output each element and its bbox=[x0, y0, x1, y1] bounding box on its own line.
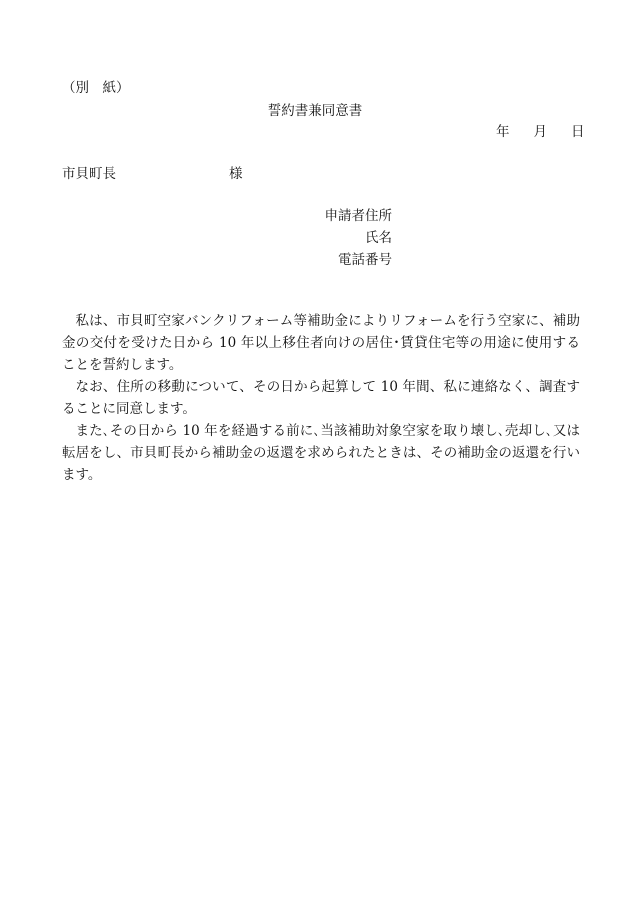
addressee-honorific: 様 bbox=[229, 166, 243, 182]
pledge-body bbox=[62, 310, 580, 486]
repayment-paragraph: また､その日から 10 年を経過する前に､当該補助対象空家を取り壊し､売却し､又は転居をし、市貝町長から補助金の返還を求められたときは、その補助金の返還を行います。 bbox=[62, 423, 580, 483]
year-label: 年 bbox=[496, 124, 510, 140]
pledge-paragraph: 私は、市貝町空家バンクリフォーム等補助金によりリフォームを行う空家に、補助金の交付を受けた日から 10 年以上移住者向けの居住･賃貸住宅等の用途に使用することを誓約します。 bbox=[62, 313, 580, 373]
addressee-name: 市貝町長 bbox=[62, 166, 116, 182]
applicant-address-label: 申請者住所 bbox=[324, 208, 392, 224]
attachment-label: （別 紙） bbox=[62, 80, 130, 96]
applicant-name-label: 氏名 bbox=[365, 230, 392, 246]
day-label: 日 bbox=[571, 124, 585, 140]
applicant-phone-label: 電話番号 bbox=[338, 252, 392, 268]
month-label: 月 bbox=[533, 124, 547, 140]
applicant-block bbox=[280, 205, 392, 271]
consent-paragraph: なお、住所の移動について、その日から起算して 10 年間、私に連絡なく、調査することに同意します。 bbox=[62, 379, 580, 417]
document-title: 誓約書兼同意書 bbox=[267, 103, 363, 119]
addressee-line bbox=[62, 165, 282, 183]
date-line bbox=[496, 123, 585, 141]
